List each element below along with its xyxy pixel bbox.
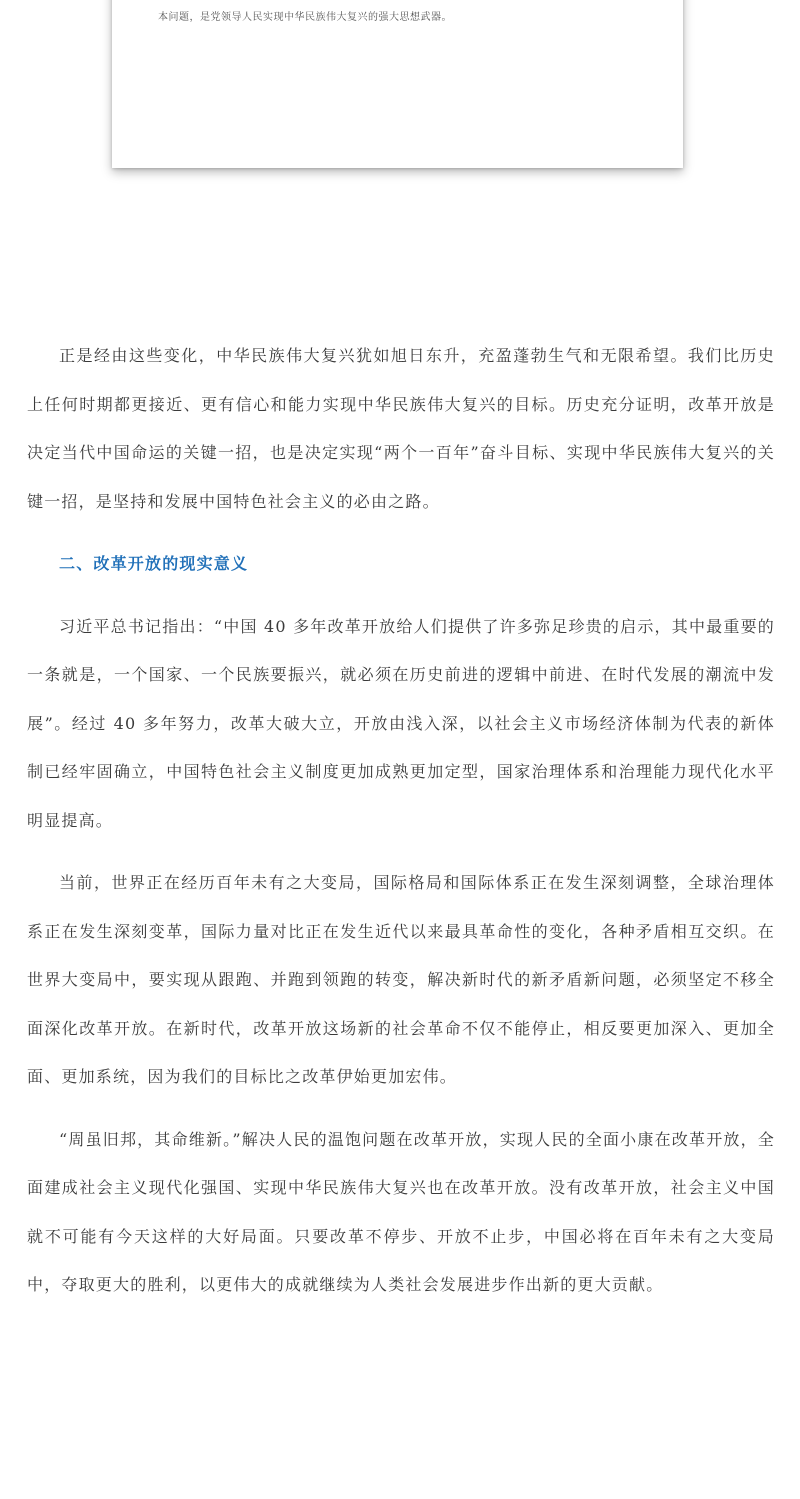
paragraph-1: 正是经由这些变化，中华民族伟大复兴犹如旭日东升，充盈蓬勃生气和无限希望。我们比历史上任何时期都更接近、更有信心和能力实现中华民族伟大复兴的目标。历史充分证明，改革开放是决定当代中国命运的关键一招，也是决定实现“两个一百年”奋斗目标、实现中华民族伟大复兴的关键一招，是坚持和发展中国特色社会主义的必由之路。 bbox=[27, 346, 775, 511]
section-heading: 二、改革开放的现实意义 bbox=[59, 554, 249, 573]
paragraph-3: 当前，世界正在经历百年未有之大变局，国际格局和国际体系正在发生深刻调整，全球治理体系正在发生深刻变革，国际力量对比正在发生近代以来最具革命性的变化，各种矛盾相互交织。在世界大变局中，要实现从跟跑、并跑到领跑的转变，解决新时代的新矛盾新问题，必须坚定不移全面深化改革开放。在新时代，改革开放这场新的社会革命不仅不能停止，相反要更加深入、更加全面、更加系统，因为我们的目标比之改革伊始更加宏伟。 bbox=[27, 873, 775, 1086]
paragraph-2: 习近平总书记指出：“中国 40 多年改革开放给人们提供了许多弥足珍贵的启示，其中最重要的一条就是，一个国家、一个民族要振兴，就必须在历史前进的逻辑中前进、在时代发展的潮流中发展”。经过 40 多年努力，改革大破大立，开放由浅入深，以社会主义市场经济体制为代表的新体制已经牢固确立，中国特色社会主义制度更加成熟更加定型，国家治理体系和治理能力现代化水平明显提高。 bbox=[27, 616, 775, 830]
paragraph-4: “周虽旧邦，其命维新。”解决人民的温饱问题在改革开放，实现人民的全面小康在改革开放，全面建成社会主义现代化强国、实现中华民族伟大复兴也在改革开放。没有改革开放，社会主义中国就不可能有今天这样的大好局面。只要改革不停步、开放不止步，中国必将在百年未有之大变局中，夺取更大的胜利，以更伟大的成就继续为人类社会发展进步作出新的更大贡献。 bbox=[27, 1129, 775, 1294]
embedded-page-card bbox=[112, 0, 683, 168]
page-card-text: 本问题，是党领导人民实现中华民族伟大复兴的强大思想武器。 bbox=[158, 12, 452, 23]
article-body bbox=[27, 332, 775, 1324]
